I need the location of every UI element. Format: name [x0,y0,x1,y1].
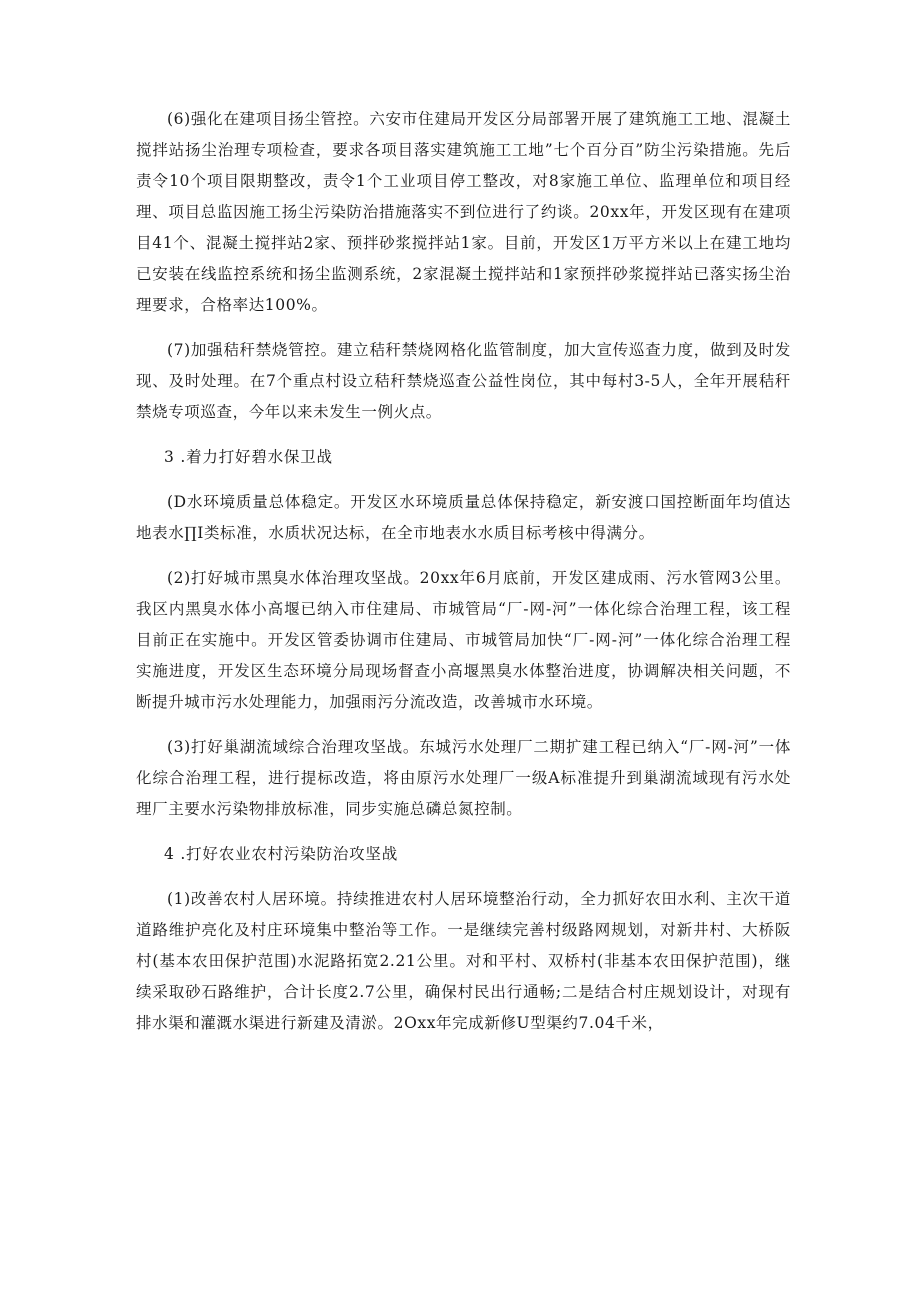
section-heading-rural-pollution: 4 .打好农业农村污染防治攻坚战 [164,845,399,863]
paragraph-straw-burning: (7)加强秸秆禁烧管控。建立秸秆禁烧网格化监管制度，加大宣传巡查力度，做到及时发现、及时处理。在7个重点村设立秸秆禁烧巡查公益性岗位，其中每村3-5人，全年开展秸秆禁烧专项巡查，今年以来未发生一例火点。 [136,341,791,421]
paragraph-black-odorous-water: (2)打好城市黑臭水体治理攻坚战。20xx年6月底前，开发区建成雨、污水管网3公里。我区内黑臭水体小高堰已纳入市住建局、市城管局“厂-网-河”一体化综合治理工程，该工程目前正在实施中。开发区管委协调市住建局、市城管局加快“厂-网-河”一体化综合治理工程实施进度，开发区生态环境分局现场督查小高堰黑臭水体整治进度，协调解决相关问题，不断提升城市污水处理能力，加强雨污分流改造，改善城市水环境。 [136,569,791,711]
paragraph-chaohu-basin: (3)打好巢湖流域综合治理攻坚战。东城污水处理厂二期扩建工程已纳入“厂-网-河”一体化综合治理工程，进行提标改造，将由原污水处理厂一级A标准提升到巢湖流域现有污水处理厂主要水污染物排放标准，同步实施总磷总氮控制。 [136,738,791,818]
paragraph-rural-environment: (1)改善农村人居环境。持续推进农村人居环境整治行动，全力抓好农田水利、主次干道道路维护亮化及村庄环境集中整治等工作。一是继续完善村级路网规划，对新井村、大桥阪村(基本农田保护范围)水泥路拓宽2.21公里。对和平村、双桥村(非基本农田保护范围)，继续采取砂石路维护，合计长度2.7公里，确保村民出行通畅;二是结合村庄规划设计，对现有排水渠和灌溉水渠进行新建及清淤。2Oxx年完成新修U型渠约7.04千米， [136,890,791,1032]
document-body [136,104,791,1039]
paragraph-water-quality: (D水环境质量总体稳定。开发区水环境质量总体保持稳定，新安渡口国控断面年均值达地表水∏I类标准，水质状况达标，在全市地表水水质目标考核中得满分。 [136,493,791,542]
section-heading-clear-water: 3 .着力打好碧水保卫战 [164,448,333,466]
paragraph-dust-control: (6)强化在建项目扬尘管控。六安市住建局开发区分局部署开展了建筑施工工地、混凝土搅拌站扬尘治理专项检查，要求各项目落实建筑施工工地”七个百分百”防尘污染措施。先后责令10个项目限期整改，责令1个工业项目停工整改，对8家施工单位、监理单位和项目经理、项目总监因施工扬尘污染防治措施落实不到位进行了约谈。20xx年，开发区现有在建项目41个、混凝土搅拌站2家、预拌砂浆搅拌站1家。目前，开发区1万平方米以上在建工地均已安装在线监控系统和扬尘监测系统，2家混凝土搅拌站和1家预拌砂浆搅拌站已落实扬尘治理要求，合格率达100%。 [136,110,791,314]
